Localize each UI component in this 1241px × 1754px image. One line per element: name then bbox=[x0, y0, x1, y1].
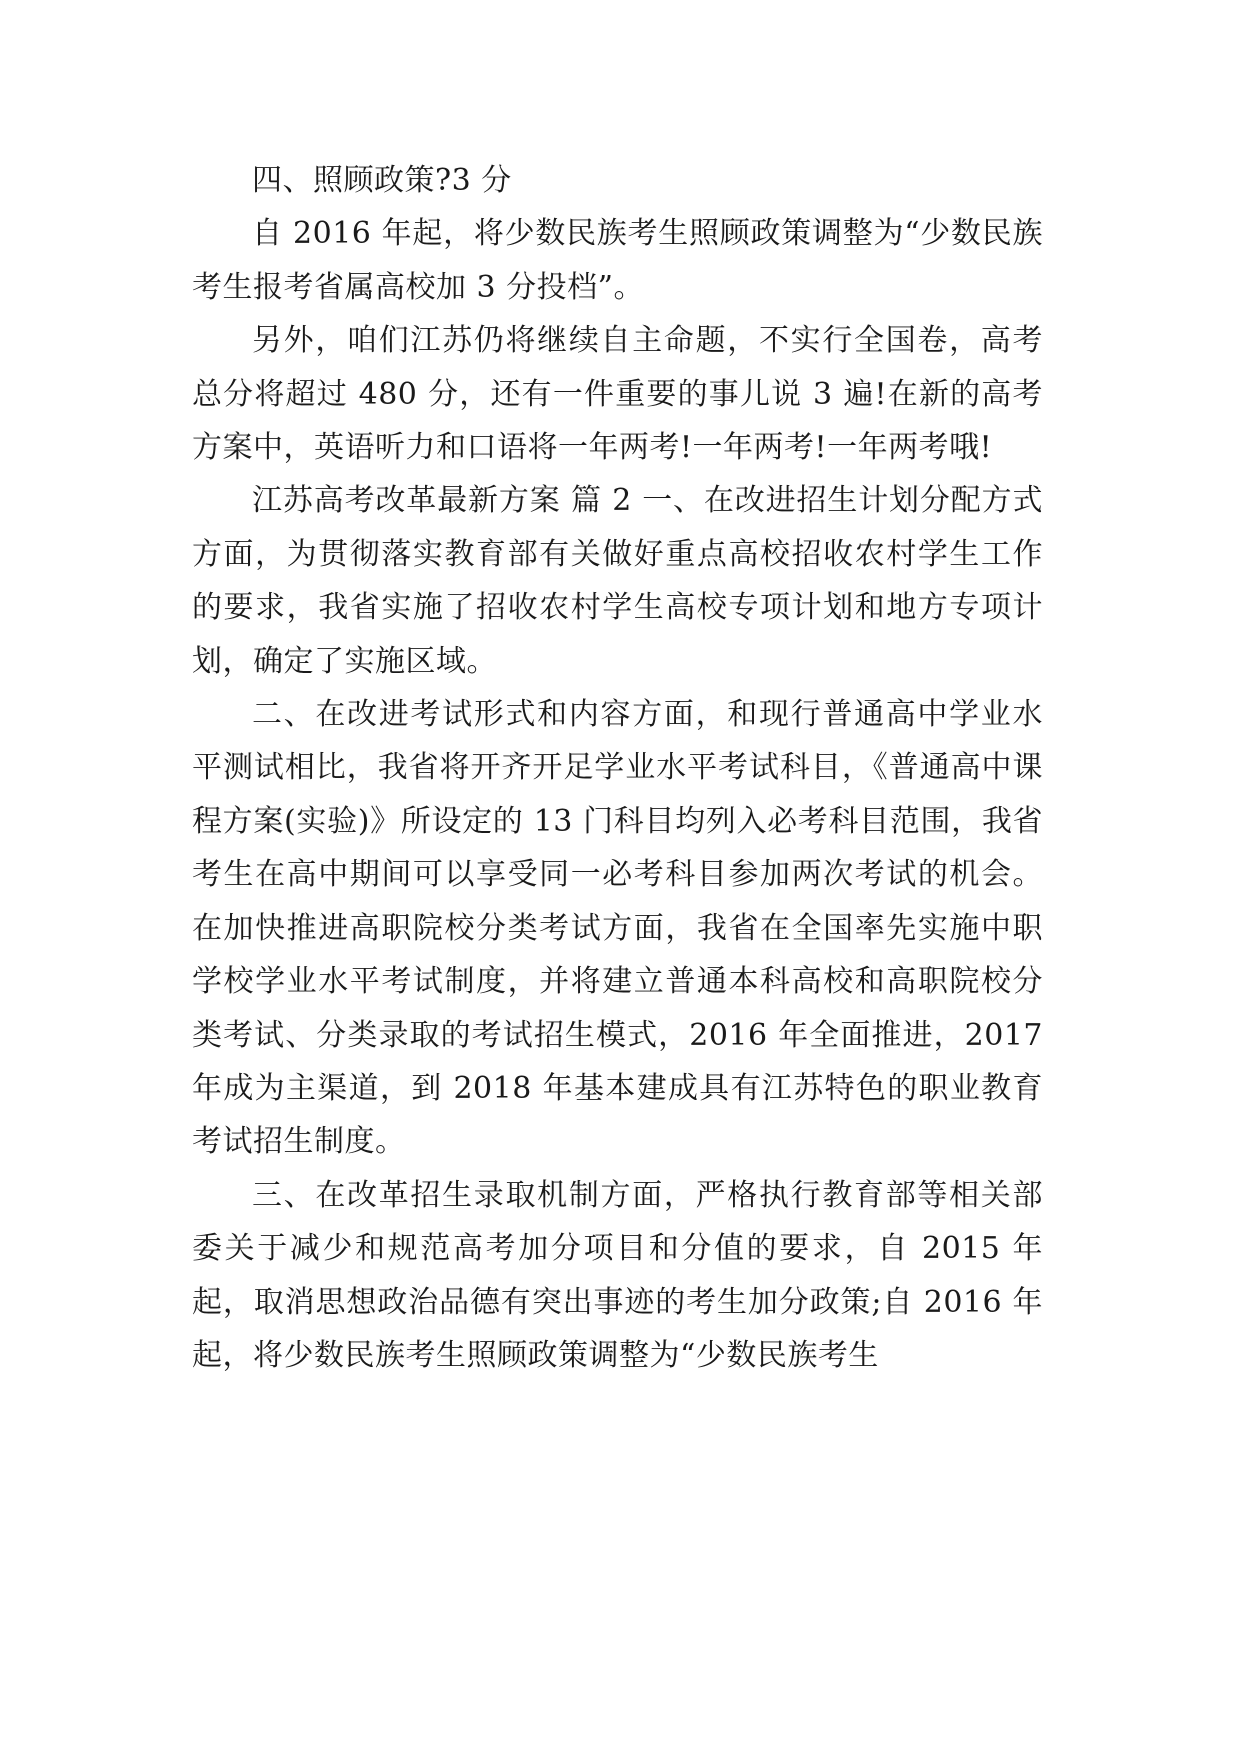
paragraph-plan-part-2: 江苏高考改革最新方案 篇 2 一、在改进招生计划分配方式方面，为贯彻落实教育部有关做好重点高校招收农村学生工作的要求，我省实施了招收农村学生高校专项计划和地方专项计划，确定了实施区域。 bbox=[192, 483, 1043, 679]
paragraph-section-four-heading: 四、照顾政策?3 分 bbox=[252, 163, 512, 198]
document-body bbox=[192, 154, 1043, 1382]
paragraph-exam-form-reform: 二、在改进考试形式和内容方面，和现行普通高中学业水平测试相比，我省将开齐开足学业水平考试科目，《普通高中课程方案(实验)》所设定的 13 门科目均列入必考科目范围，我省考生在高中期间可以享受同一必考科目参加两次考试的机会。在加快推进高职院校分类考试方面，我省在全国率先实施中职学校学业水平考试制度，并将建立普通本科高校和高职院校分类考试、分类录取的考试招生模式，2016 年全面推进，2017 年成为主渠道，到 2018 年基本建成具有江苏特色的职业教育考试招生制度。 bbox=[192, 697, 1043, 1160]
paragraph-admission-reform: 三、在改革招生录取机制方面，严格执行教育部等相关部委关于减少和规范高考加分项目和分值的要求，自 2015 年起，取消思想政治品德有突出事迹的考生加分政策;自 2016 年起，将少数民族考生照顾政策调整为“少数民族考生 bbox=[192, 1177, 1043, 1373]
paragraph-jiangsu-self-exam: 另外，咱们江苏仍将继续自主命题，不实行全国卷，高考总分将超过 480 分，还有一件重要的事儿说 3 遍!在新的高考方案中，英语听力和口语将一年两考!一年两考!一年两考哦! bbox=[192, 323, 1043, 466]
paragraph-minority-policy: 自 2016 年起，将少数民族考生照顾政策调整为“少数民族考生报考省属高校加 3 分投档”。 bbox=[192, 216, 1043, 305]
